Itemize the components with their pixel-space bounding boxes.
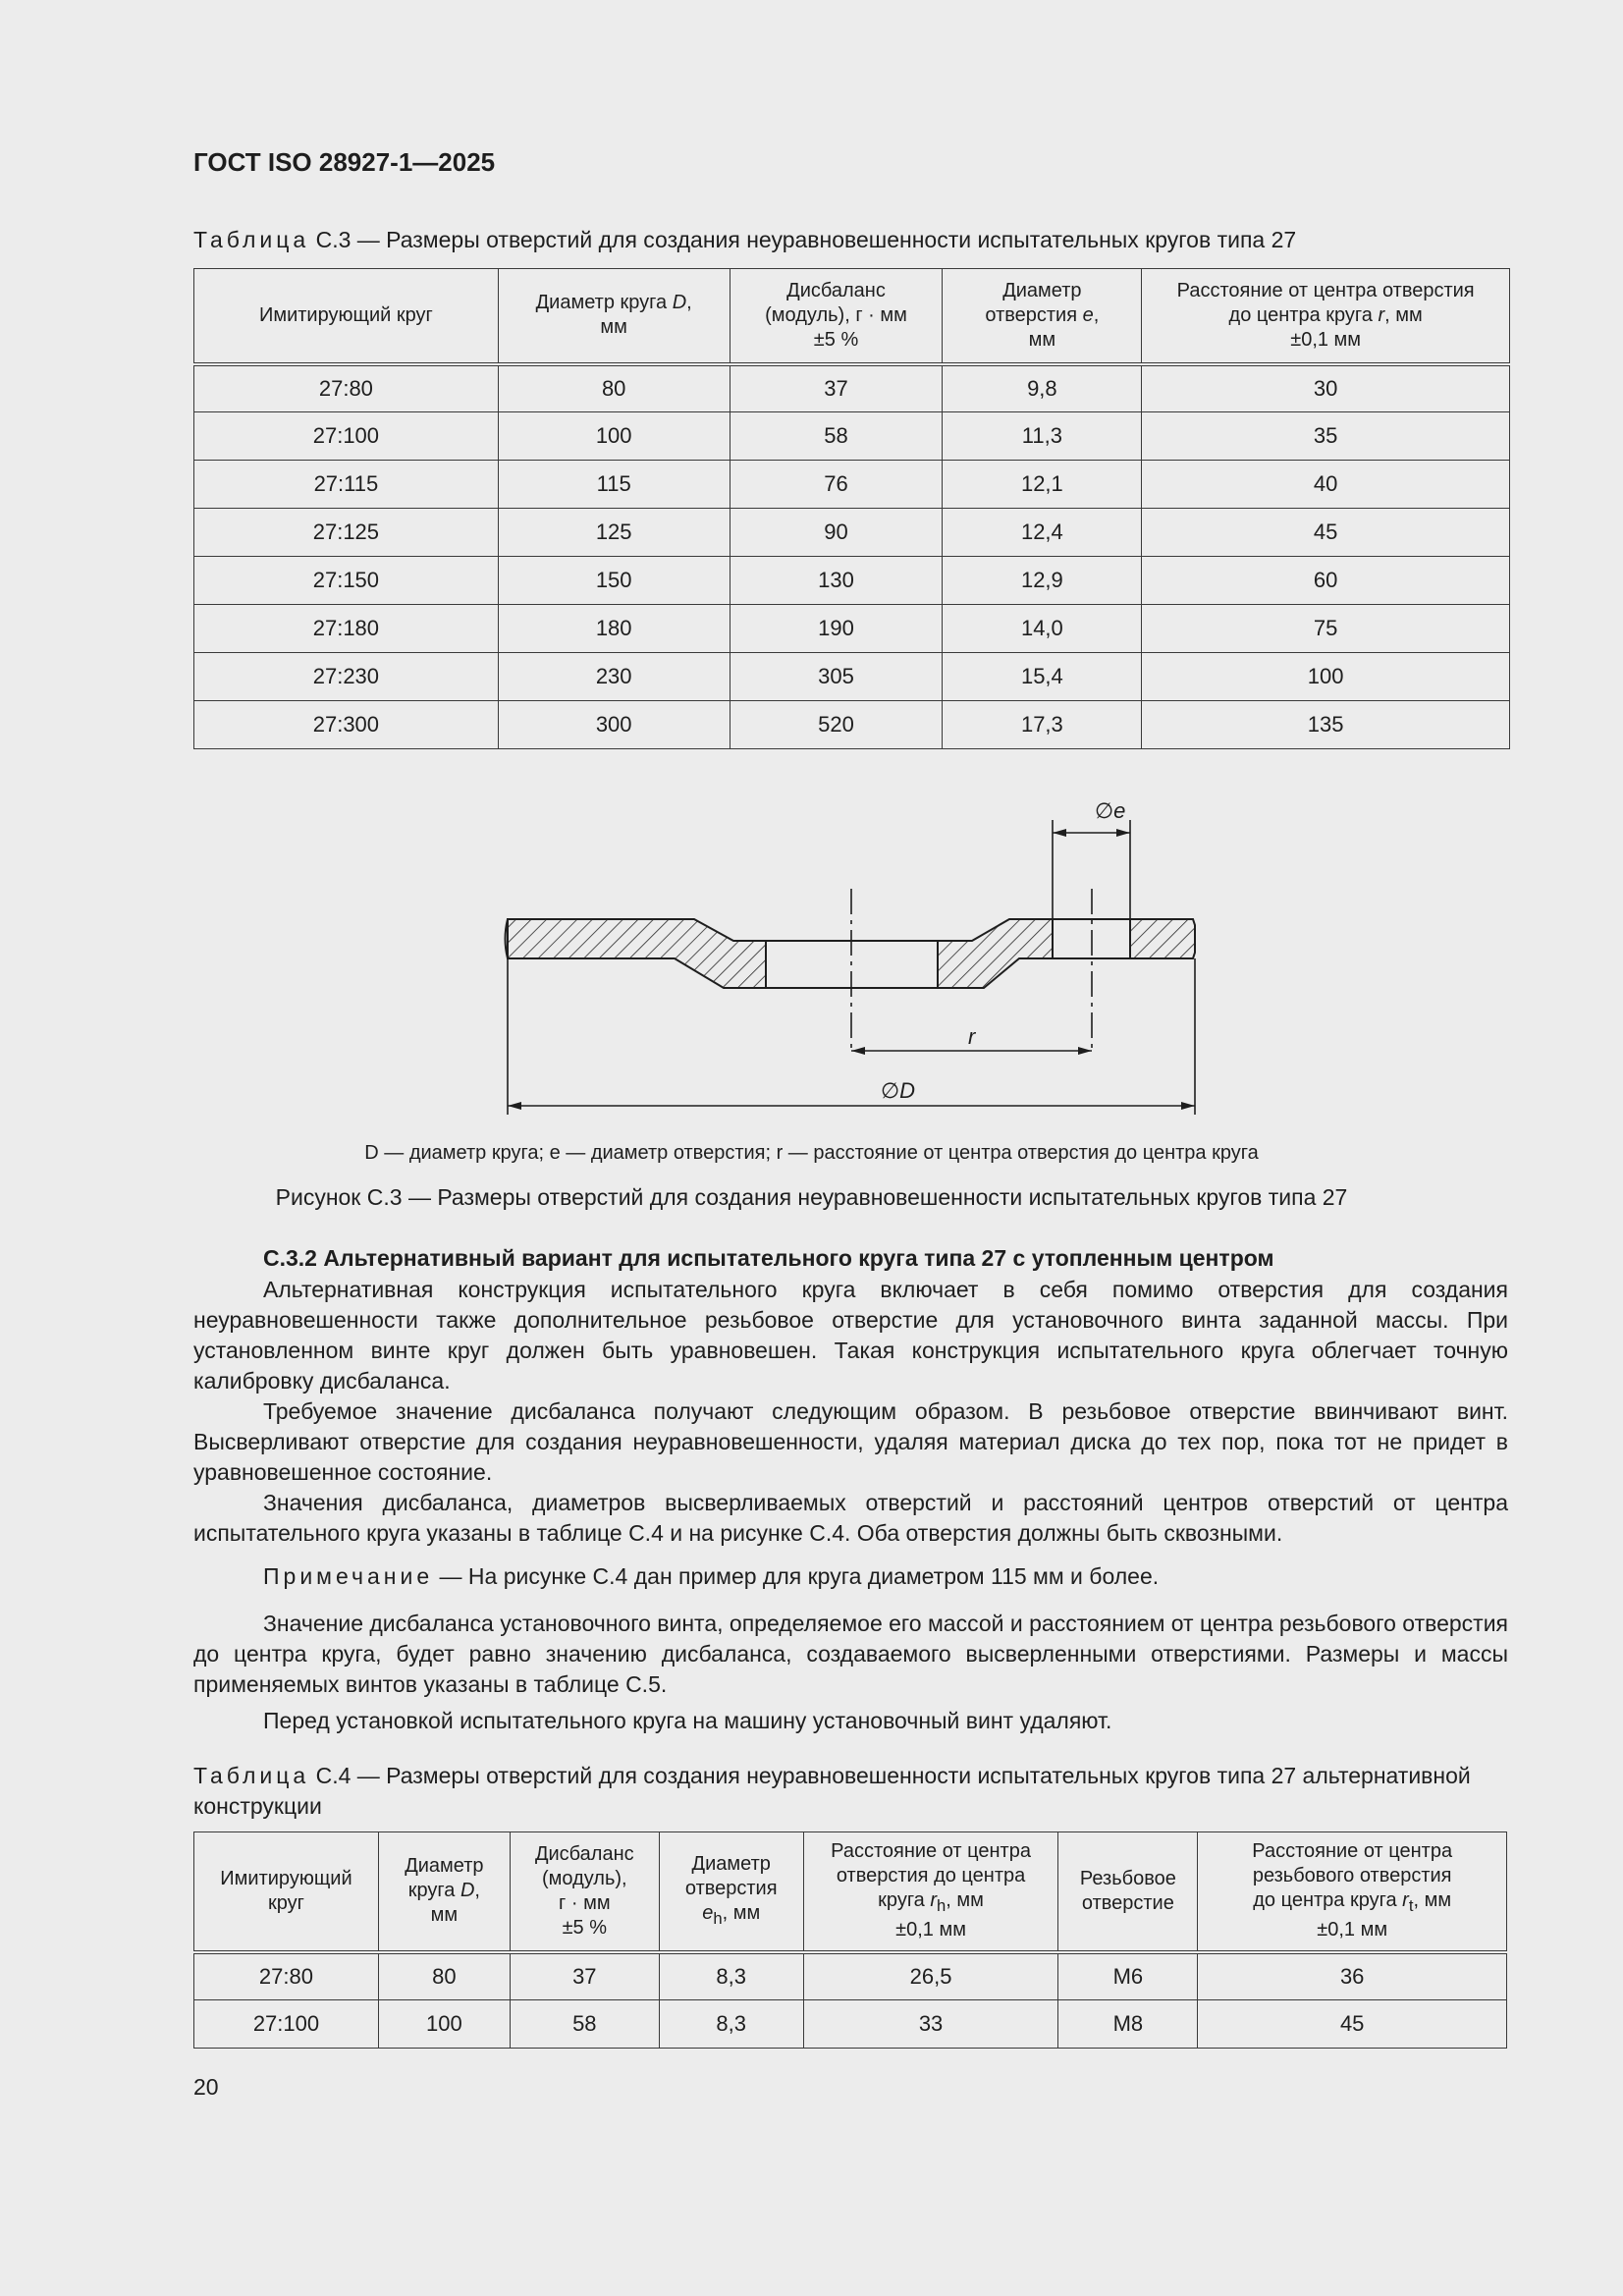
table-cell: 27:150 [194, 557, 499, 605]
figure-c3-drawing [481, 786, 1227, 1120]
table-cell: 80 [498, 364, 730, 412]
table-cell: 130 [730, 557, 943, 605]
header-cell: Расстояние от центра отверстия до центра круга r, мм ±0,1 мм [1142, 269, 1510, 364]
table-row [194, 701, 1510, 749]
wheel-section-right [938, 919, 1053, 988]
table-cell: 135 [1142, 701, 1510, 749]
table-cell: 17,3 [943, 701, 1142, 749]
paragraph: Альтернативная конструкция испытательного круга включает в себя помимо отверстия для создания неуравновешенности также дополнительное резьбовое отверстие для установочного винта заданной массы. При установленном винте круг должен быть уравновешен. Такая конструкция испытательного круга облегчает точную калибровку дисбаланса. [193, 1277, 1508, 1394]
table-cell: 45 [1142, 509, 1510, 557]
note [263, 1561, 1508, 1592]
table-row [194, 364, 1510, 412]
table-row [194, 412, 1510, 461]
table-cell: 80 [378, 1952, 510, 2000]
table-c4 [193, 1831, 1507, 2049]
table-row [194, 557, 1510, 605]
label-r: r [968, 1024, 976, 1049]
paragraph: Значения дисбаланса, диаметров высверливаемых отверстий и расстояний центров отверстий от центра испытательного круга указаны в таблице С.4 и на рисунке С.4. Оба отверстия должны быть сквозными. [193, 1490, 1508, 1546]
table-cell: 27:180 [194, 605, 499, 653]
table-row [194, 509, 1510, 557]
header-cell: Имитирующий круг [194, 269, 499, 364]
table-cell: 36 [1198, 1952, 1507, 2000]
table-row [194, 2000, 1507, 2049]
table-cell: 150 [498, 557, 730, 605]
wheel-section-outer [1130, 919, 1195, 958]
table-cell: 90 [730, 509, 943, 557]
table-cell: 12,1 [943, 461, 1142, 509]
table-cell: 27:300 [194, 701, 499, 749]
table-cell: 27:230 [194, 653, 499, 701]
table-c4-caption [193, 1761, 1509, 1822]
table-cell: 33 [803, 2000, 1058, 2049]
caption-text: С.4 — Размеры отверстий для создания неуравновешенности испытательных кругов типа 27 альтернативной конструкции [193, 1763, 1471, 1819]
header-cell: Расстояние от центра отверстия до центра круга $r_h$, мм ±0,1 мм [803, 1832, 1058, 1952]
table-cell: 100 [1142, 653, 1510, 701]
table-cell: 190 [730, 605, 943, 653]
figure-legend: D — диаметр круга; e — диаметр отверстия; r — расстояние от центра отверстия до центра круга [364, 1142, 1259, 1164]
section-heading: С.3.2 Альтернативный вариант для испытательного круга типа 27 с утопленным центром [263, 1245, 1274, 1271]
wheel-section-left [508, 919, 766, 988]
table-cell: 58 [730, 412, 943, 461]
table-cell: 26,5 [803, 1952, 1058, 2000]
table-cell: 75 [1142, 605, 1510, 653]
table-cell: 30 [1142, 364, 1510, 412]
paragraph: Перед установкой испытательного круга на машину установочный винт удаляют. [263, 1708, 1112, 1733]
table-cell: 100 [498, 412, 730, 461]
table-cell: 27:80 [194, 364, 499, 412]
table-cell: 8,3 [659, 2000, 803, 2049]
table-cell: 40 [1142, 461, 1510, 509]
document-id: ГОСТ ISO 28927-1—2025 [193, 147, 496, 177]
table-cell: 230 [498, 653, 730, 701]
table-cell: 37 [510, 1952, 659, 2000]
header-cell: Резьбовое отверстие [1058, 1832, 1198, 1952]
table-cell: 37 [730, 364, 943, 412]
table-cell: 27:125 [194, 509, 499, 557]
table-cell: 45 [1198, 2000, 1507, 2049]
table-cell: 520 [730, 701, 943, 749]
table-row [194, 461, 1510, 509]
note-prefix: Примечание [263, 1563, 434, 1589]
table-cell: 27:100 [194, 412, 499, 461]
caption-prefix: Таблица [193, 227, 310, 252]
table-cell: 115 [498, 461, 730, 509]
table-cell: 35 [1142, 412, 1510, 461]
paragraph: Значение дисбаланса установочного винта, определяемое его массой и расстоянием от центра резьбового отверстия до центра круга, будет равно значению дисбаланса, создаваемого высверленными отверстиями. Размеры и массы применяемых винтов указаны в таблице С.5. [193, 1611, 1508, 1697]
table-cell: 100 [378, 2000, 510, 2049]
table-cell: 11,3 [943, 412, 1142, 461]
header-cell: Диаметр круга D, мм [378, 1832, 510, 1952]
table-cell: 12,9 [943, 557, 1142, 605]
label-d: ∅D [881, 1078, 916, 1103]
table-cell: 27:100 [194, 2000, 379, 2049]
table-row [194, 653, 1510, 701]
table-row [194, 1952, 1507, 2000]
table-cell: 8,3 [659, 1952, 803, 2000]
header-cell: Диаметр отверстия $e_h$, мм [659, 1832, 803, 1952]
header-cell: Диаметр отверстия e, мм [943, 269, 1142, 364]
page-number: 20 [193, 2074, 219, 2100]
table-cell: 27:115 [194, 461, 499, 509]
label-e: ∅e [1095, 798, 1126, 823]
caption-prefix: Таблица [193, 1763, 310, 1788]
table-cell: 12,4 [943, 509, 1142, 557]
header-cell: Дисбаланс (модуль), г · мм ±5 % [510, 1832, 659, 1952]
table-cell: 76 [730, 461, 943, 509]
table-cell: 27:80 [194, 1952, 379, 2000]
caption-text: С.3 — Размеры отверстий для создания неуравновешенности испытательных кругов типа 27 [309, 227, 1297, 252]
table-row [194, 605, 1510, 653]
table-cell: 60 [1142, 557, 1510, 605]
table-cell: 300 [498, 701, 730, 749]
header-cell: Расстояние от центра резьбового отверстия до центра круга $r_t$, мм ±0,1 мм [1198, 1832, 1507, 1952]
table-c3 [193, 268, 1510, 749]
paragraph: Требуемое значение дисбаланса получают следующим образом. В резьбовое отверстие ввинчивают винт. Высверливают отверстие для создания неуравновешенности, удаляя материал диска до тех пор, пока тот не придет в уравновешенное состояние. [193, 1398, 1508, 1485]
header-cell: Диаметр круга D, мм [498, 269, 730, 364]
table-cell: 58 [510, 2000, 659, 2049]
figure-title: Рисунок С.3 — Размеры отверстий для создания неуравновешенности испытательных кругов типа 27 [275, 1184, 1348, 1210]
table-cell: 125 [498, 509, 730, 557]
table-c3-caption [193, 225, 1509, 255]
note-text: — На рисунке С.4 дан пример для круга диаметром 115 мм и более. [433, 1563, 1160, 1589]
table-cell: 180 [498, 605, 730, 653]
header-cell: Дисбаланс (модуль), г · мм ±5 % [730, 269, 943, 364]
table-cell: М6 [1058, 1952, 1198, 2000]
table-cell: М8 [1058, 2000, 1198, 2049]
header-cell: Имитирующий круг [194, 1832, 379, 1952]
table-cell: 9,8 [943, 364, 1142, 412]
table-cell: 305 [730, 653, 943, 701]
table-cell: 15,4 [943, 653, 1142, 701]
table-cell: 14,0 [943, 605, 1142, 653]
